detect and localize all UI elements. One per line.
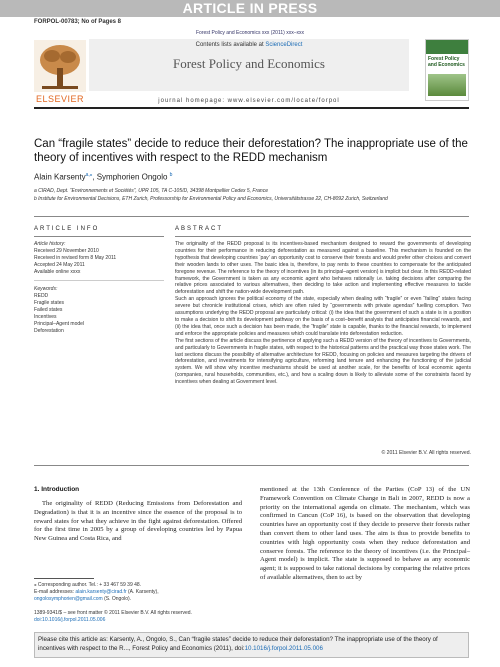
journal-homepage[interactable]: journal homepage: www.elsevier.com/locate/forpol [158,98,340,104]
cover-header [426,40,468,54]
abstract-label: ABSTRACT [175,226,224,232]
history-heading: Article history: [34,241,66,247]
keyword: Deforestation [34,328,64,334]
sciencedirect-link[interactable]: ScienceDirect [265,42,303,48]
paper-title: Can “fragile states” decide to reduce their deforestation? The inappropriate use of the theory of incentives with respect to the REDD mechanism [34,138,468,164]
author-affiliation-mark[interactable]: b [169,172,173,178]
email-link[interactable]: alain.karsenty@cirad.fr [75,589,127,595]
contents-prefix: Contents lists available at [195,42,266,48]
elsevier-tree-logo-icon [34,40,86,92]
citation-doi-link[interactable]: 10.1016/j.forpol.2011.05.006 [244,645,323,652]
email-addresses-cont [34,596,131,603]
divider [34,465,469,466]
email-owner: (A. Karsenty), [126,589,159,595]
cover-image [428,74,466,96]
email-owner: (S. Ongolo). [102,596,132,602]
divider [34,216,469,217]
journal-cover-thumbnail [425,39,469,101]
keyword: Failed states [34,307,63,313]
publisher-name: ELSEVIER [35,94,85,104]
keywords [34,286,84,335]
header-rule [34,107,469,109]
section-heading: 1. Introduction [34,486,80,493]
author-affiliation-mark[interactable]: a,⁎ [85,172,93,178]
journal-citation-line: Forest Policy and Economics xxx (2011) xxx–xxx [195,30,304,36]
email-link[interactable]: ongolosymphorien@gmail.com [34,596,103,602]
intro-right-column: mentioned at the 13th Conference of the Parties (CoP 13) of the UN Framework Convention on Climate Change in Bali in 2007, REDD is now a priority on the international agenda on climate. The mechanism, which was confirmed in Cancun (CoP 16), is based on the observation that developing countries have an opportunity cost if they decide to preserve their forests rather than convert them to other land uses. The aim is thus to provide benefits to countries with high opportunity costs when they reduce deforestation and conserve forests. The reference to the theory of incentives (i.e. the Principal–Agent model) is implicit. The state is supposed to behave as any economic agent; it is supposed to take rational decisions by comparing the relative prices of available alternatives, then to act by [260,486,470,581]
journal-title: Forest Policy and Economics [172,56,325,71]
keyword: REDD [34,293,49,299]
doi-line [34,617,105,624]
affiliation: b Institute for Environmental Decisions, ETH Zurich, Professorship for Environmental Policy and Economics, Universitätstrasse 22, CH-8092 Zurich, Switzerland [34,196,388,202]
history-item: Received in revised form 8 May 2011 [34,255,117,261]
cover-title: Forest Policy and Economics [428,56,465,68]
contents-line [89,42,409,48]
citation-text [38,635,466,653]
history-item: Available online xxxx [34,269,81,275]
keyword: Incentives [34,314,57,320]
issn-line: 1389-9341/$ – see front matter © 2011 Elsevier B.V. All rights reserved. [34,610,192,616]
abstract-paragraph: Such an approach ignores the political economy of the state, especially when dealing with “fragile” or even “failing” states facing severe but chronicle institutional crises, which are often ruled by “governments with private agendas” fuelling corruption. Two assumptions underlying the REDD proposal are particularly critical: (i) the idea that the government of such a state is in a position to make a decision to shift its development pathway on the basis of a cost–benefit analysis that anticipates financial rewards, and (ii) the idea that, once such a decision has been made, the “fragile” state is capable, thanks to the financial rewards, to implement and enforce the appropriate policies and measures which could translate into deforestation reduction. [175,296,471,337]
corresponding-author-note: ⁎ Corresponding author. Tel.: + 33 467 59 39 48. [34,582,142,588]
copyright-notice: © 2011 Elsevier B.V. All rights reserved. [381,450,471,456]
article-info-label: ARTICLE INFO [34,226,100,232]
history-item: Accepted 24 May 2011 [34,262,85,268]
affiliation: a CIRAD, Dept. “Environnements et Sociétés”, UPR 105, TA C-105/D, 34398 Montpellier Cedex 5, France [34,188,268,194]
divider [34,236,164,237]
document-id: FORPOL-00783; No of Pages 8 [34,19,122,25]
email-addresses [34,589,159,596]
footnote-rule [34,578,94,579]
email-label: E-mail addresses: [34,589,76,595]
history-item: Received 29 November 2010 [34,248,99,254]
article-history [34,241,116,276]
abstract-body [175,241,471,386]
abstract-paragraph: The first sections of the article discuss the pertinence of applying such a REDD version of the theory of incentives to Governments, and particularly to Governments in fragile states, with respect to the historical patterns and the practical way those states work. The last sections discuss the possibility of alternative architecture for REDD, focusing on policies and measures targeting the drivers of deforestation, and investments for intensifying agriculture, reforming land tenure and enhancing the functioning of the judicial system. We will show why incentive mechanisms should be used at another scale, for the benefits of local economic agents (companies, rural households, communities, etc.), and how a scaling down is likely to alleviate some of the constraints faced by incentives when dealing at Government level. [175,337,471,386]
intro-left-column: The originality of REDD (Reducing Emissions from Deforestation and Degradation) is that it is an incentive since the essence of the proposal is to reward states for what they achieve in the fight against deforestation. Offered for the first time in 2005 by a group of developing countries led by Papua New Guinea and Costa Rica, and [34,500,242,543]
banner-text: ARTICLE IN PRESS [182,0,318,16]
doi-link[interactable]: doi:10.1016/j.forpol.2011.05.006 [34,617,106,623]
citation-body: Please cite this article as: Karsenty, A., Ongolo, S., Can “fragile states” decide to reduce their deforestation? The inappropriate use of the theory of incentives with respect to the R..., Forest Policy and Economics (2011), doi: [38,636,438,652]
divider [175,236,471,237]
abstract-paragraph: The originality of the REDD proposal is its incentives-based mechanism designed to reward the governments of developing countries for their performance in reducing deforestation as measured against a baseline. This mechanism is founded on the hypothesis that developing countries ‘pay’ an opportunity cost to conserve their forests and would prefer other choices and convert their wooden lands to other uses. The basic idea is, therefore, to pay rents to these countries to compensate for the anticipated foregone revenue. The reference to the theory of incentives (in its principal–agent version) is implicit but clear. In this REDD-related framework, the Government is taken as any economic agent who behaves rationally i.e. taking decisions after comparing the relative prices associated to various alternatives, then deciding to take action and implementing effective measures to tackle deforestation and shift the nation-wide development path. [175,241,471,296]
author-name: Symphorien Ongolo [96,172,168,182]
author-list: Alain Karsenty$^{a,⁎}$, Symphorien Ongolo $^b$ [34,172,173,182]
keyword: Principal–Agent model [34,321,85,327]
keywords-heading: Keywords: [34,286,58,292]
keyword: Fragile states [34,300,65,306]
divider [34,280,164,281]
author-name: Alain Karsenty [34,172,86,182]
